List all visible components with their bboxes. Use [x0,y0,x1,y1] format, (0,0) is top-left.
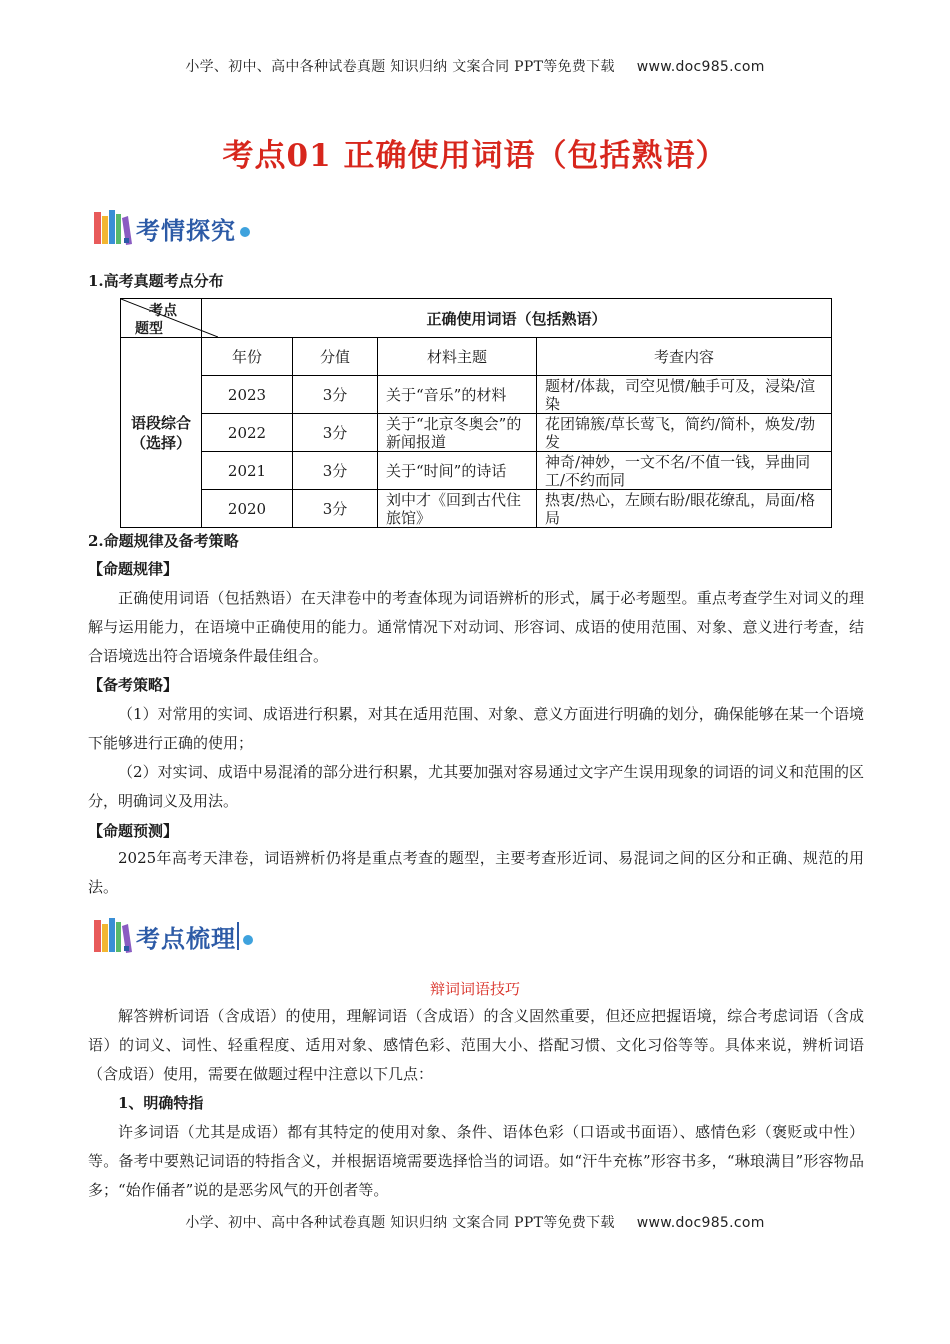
forecast-paragraph: 2025年高考天津卷，词语辨析仍将是重点考查的题型，主要考查形近词、易混词之间的区分和正确、规范的用法。 [88,849,864,896]
strategy-paragraph-1: （1）对常用的实词、成语进行积累，对其在适用范围、对象、意义方面进行明确的划分，确保能够在某一个语境下能够进行正确的使用； [88,705,864,752]
col-header-content: 考查内容 [537,338,832,376]
strategy-paragraph-2: （2）对实词、成语中易混淆的部分进行积累，尤其要加强对容易通过文字产生误用现象的词语的词义和范围的区分，明确词义及用法。 [88,763,864,810]
point1-paragraph: 许多词语（尤其是成语）都有其特定的使用对象、条件、语体色彩（口语或书面语）、感情色彩（褒贬或中性）等。备考中要熟记词语的特指含义，并根据语境需要选择恰当的词语。如“汗牛充栋”形容书多，“琳琅满目”形容物品多；“始作俑者”说的是恶劣风气的开创者等。 [88,1123,864,1199]
theme-cell: 关于“音乐”的材料 [378,376,537,414]
year-cell: 2020 [202,490,293,528]
question-type-cell: 语段综合 （选择） [121,338,202,528]
banner-title: 考情探究 [136,216,236,245]
strategy-tag: 【备考策略】 [88,676,179,694]
year-cell: 2023 [202,376,293,414]
technique-subtitle: 辩词词语技巧 [429,980,520,998]
footer-text: 小学、初中、高中各种试卷真题 知识归纳 文案合同 PPT等免费下载 [185,1215,615,1231]
page-footer [0,1212,950,1232]
content-cell: 题材/体裁，司空见惯/触手可及，浸染/渲染 [537,376,832,414]
score-cell: 3分 [293,376,378,414]
section-heading-distribution: 1.高考真题考点分布 [88,272,224,290]
page-header [0,56,950,76]
topic-header: 正确使用词语（包括熟语） [202,299,832,338]
books-icon [92,916,134,956]
year-cell: 2022 [202,414,293,452]
content-cell: 神奇/神妙，一文不名/不值一钱，异曲同工/不约而同 [537,452,832,490]
banner-title: 考点梳理 [136,924,236,953]
col-header-score: 分值 [293,338,378,376]
header-text: 小学、初中、高中各种试卷真题 知识归纳 文案合同 PPT等免费下载 [185,59,615,75]
corner-bottom-label: 题型 [135,321,163,337]
page-title: 考点01 正确使用词语（包括熟语） [222,138,728,174]
intro-paragraph: 解答辨析词语（含成语）的使用，理解词语（含成语）的含义固然重要，但还应把握语境，综合考虑词语（含成语）的词义、词性、轻重程度、适用对象、感情色彩、范围大小、搭配习惯、文化习俗等等。具体来说，辨析词语（含成语）使用，需要在做题过程中注意以下几点： [88,1007,864,1083]
forecast-tag: 【命题预测】 [88,822,179,840]
score-cell: 3分 [293,490,378,528]
theme-cell: 关于“北京冬奥会”的新闻报道 [378,414,537,452]
rule-tag: 【命题规律】 [88,560,179,578]
table-row [121,414,832,452]
books-icon [92,208,134,248]
year-cell: 2021 [202,452,293,490]
col-header-theme: 材料主题 [378,338,537,376]
score-cell: 3分 [293,414,378,452]
banner-knowledge-points [92,914,253,958]
table-row [121,452,832,490]
footer-site-link[interactable]: www.doc985.com [636,1215,765,1231]
table-row [121,376,832,414]
score-cell: 3分 [293,452,378,490]
table-row [121,490,832,528]
text-cursor-icon [237,922,239,950]
banner-exam-analysis [92,206,250,250]
rule-paragraph: 正确使用词语（包括熟语）在天津卷中的考查体现为词语辨析的形式，属于必考题型。重点考查学生对词义的理解与运用能力，在语境中正确使用的能力。通常情况下对动词、形容词、成语的使用范围、对象、意义进行考查，结合语境选出符合语境条件最佳组合。 [88,589,864,665]
exam-distribution-table [120,298,832,528]
col-header-year: 年份 [202,338,293,376]
theme-cell: 关于“时间”的诗话 [378,452,537,490]
section-heading-rules: 2.命题规律及备考策略 [88,532,239,550]
theme-cell: 刘中才《回到古代住旅馆》 [378,490,537,528]
point1-heading: 1、明确特指 [118,1094,204,1112]
content-cell: 热衷/热心，左顾右盼/眼花缭乱，局面/格局 [537,490,832,528]
table-corner-cell [121,299,202,338]
banner-dot-icon [243,935,253,945]
corner-top-label: 考点 [149,303,177,319]
header-site-link[interactable]: www.doc985.com [636,59,765,75]
content-cell: 花团锦簇/草长莺飞，简约/简朴，焕发/勃发 [537,414,832,452]
banner-dot-icon [240,227,250,237]
